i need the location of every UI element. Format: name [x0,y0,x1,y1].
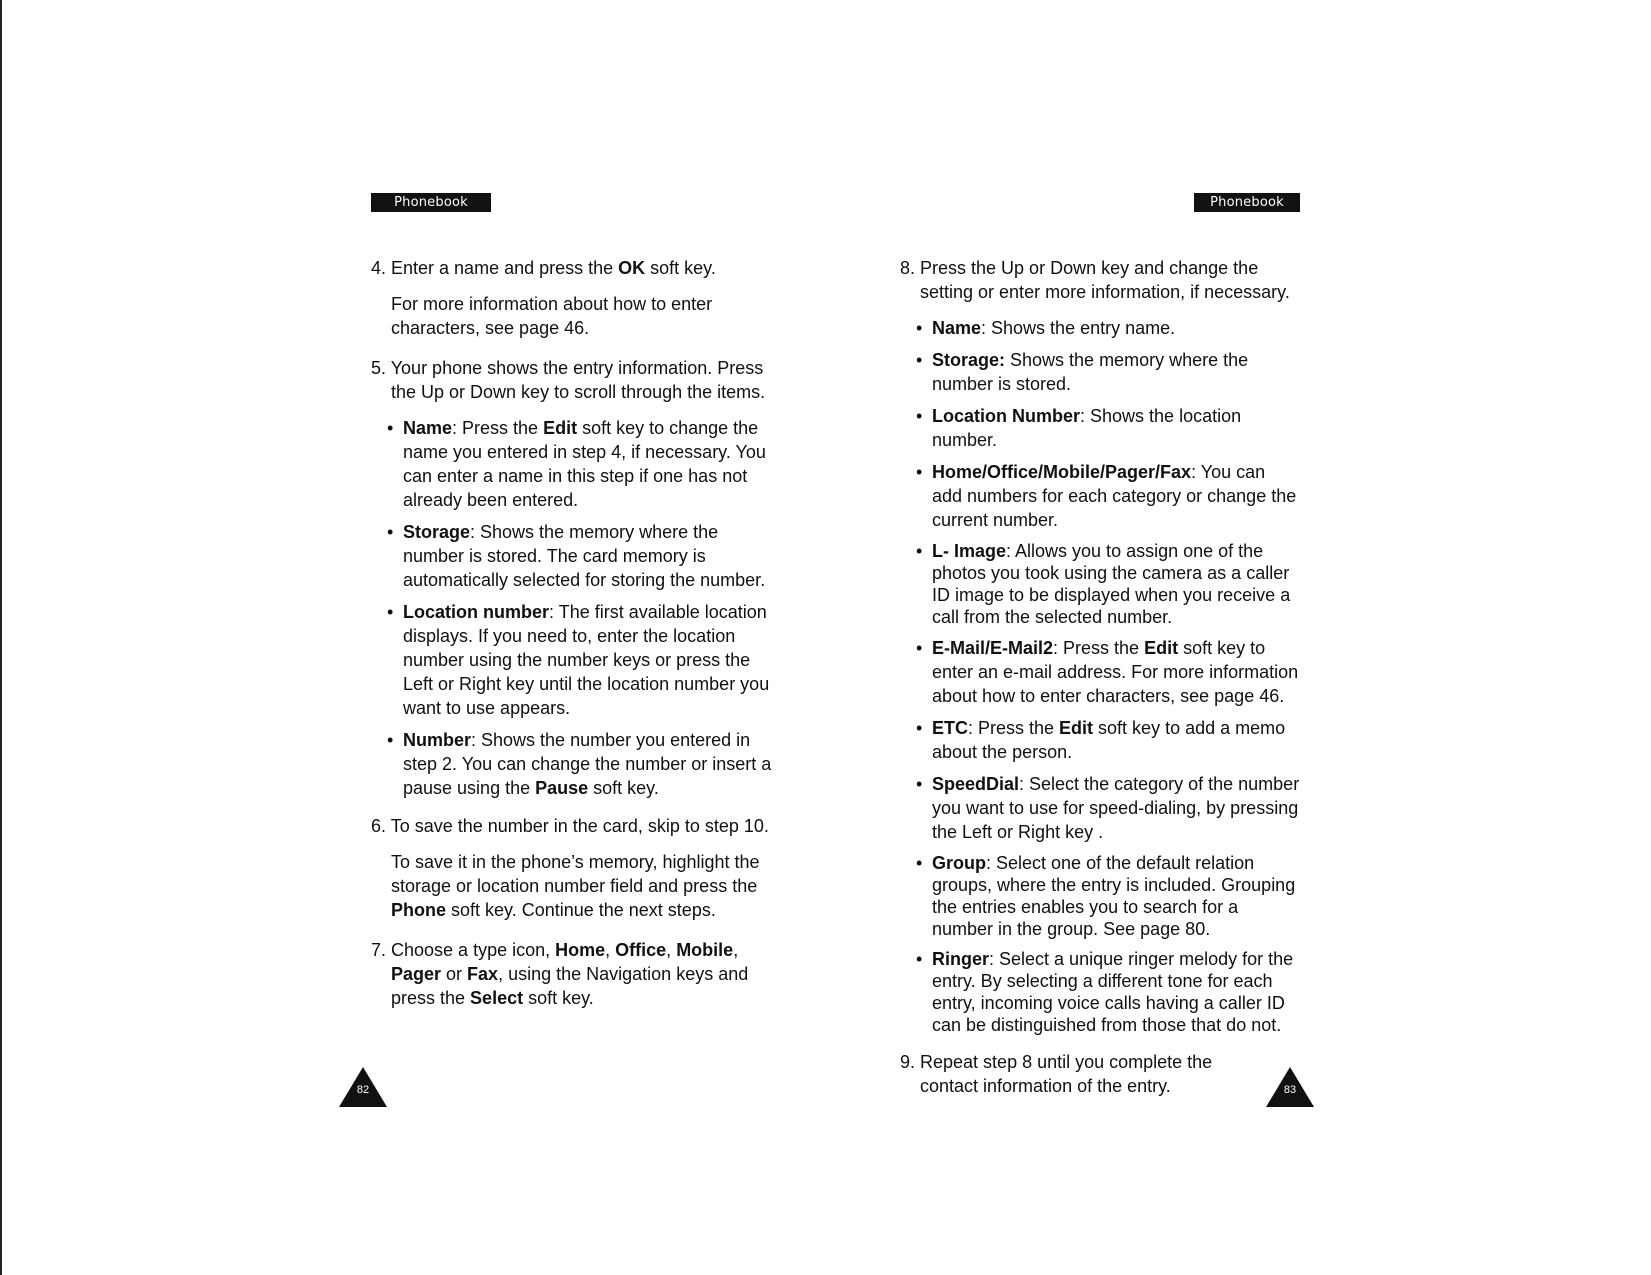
bullet-dot: • [916,718,923,738]
step-7: 7. Choose a type icon, Home, Office, Mobile, Pager or Fax, using the Navigation keys and press the Select soft key. [371,940,749,1008]
step-9: 9. Repeat step 8 until you complete the contact information of the entry. [900,1052,1213,1096]
bullet-location-number: • Location number: The first available location displays. If you need to, enter the location number using the number keys or press the Left or Right key until the location number you want to use appears. [387,602,770,718]
bullet-email: • E-Mail/E-Mail2: Press the Edit soft key to enter an e-mail address. For more information about how to enter characters, see page 46. [916,638,1299,706]
bullet-storage: • Storage: Shows the memory where the number is stored. The card memory is automatically selected for storing the number. [387,522,766,590]
step-4: 4. Enter a name and press the OK soft key. [371,258,716,278]
step-6-note: To save it in the phone’s memory, highlight the storage or location number field and press the Phone soft key. Continue the next steps. [391,852,760,920]
page-edge-line [0,0,2,1275]
right-page-content [900,256,1300,1110]
bullet-group: • Group: Select one of the default relation groups, where the entry is included. Grouping the entries enables you to search for a number in the group. See page 80. [916,853,1296,939]
bullet-dot: • [387,522,394,542]
bullet-dot: • [916,774,923,794]
bullet-dot: • [387,602,394,622]
step-6: 6. To save the number in the card, skip to step 10. [371,816,769,836]
bullet-etc: • ETC: Press the Edit soft key to add a memo about the person. [916,718,1286,762]
bullet-dot: • [916,638,923,658]
header-tab: Phonebook [1194,193,1300,212]
page-number: 82 [356,1084,370,1096]
left-page-content [371,256,775,1022]
step-8: 8. Press the Up or Down key and change the setting or enter more information, if necessary. [900,258,1290,302]
header-tab: Phonebook [371,193,491,212]
bullet-dot: • [916,853,923,873]
bullet-l-image: • L- Image: Allows you to assign one of the photos you took using the camera as a caller ID image to be displayed when you receive a call from the selected number. [916,541,1291,627]
page-number-triangle [1266,1067,1314,1107]
step-4-note: For more information about how to enter characters, see page 46. [391,294,713,338]
bullet-dot: • [916,949,923,969]
bullet-number: • Number: Shows the number you entered in step 2. You can change the number or insert a pause using the Pause soft key. [387,730,772,798]
bullet-home-office: • Home/Office/Mobile/Pager/Fax: You can add numbers for each category or change the current number. [916,462,1297,530]
bullet-dot: • [916,406,923,426]
bullet-storage: • Storage: Shows the memory where the number is stored. [916,350,1249,394]
bullet-location-number: • Location Number: Shows the location number. [916,406,1242,450]
bullet-dot: • [916,541,923,561]
bullet-dot: • [387,418,394,438]
bullet-dot: • [916,462,923,482]
bullet-dot: • [916,318,923,338]
bullet-name: • Name: Shows the entry name. [916,318,1176,338]
bullet-dot: • [387,730,394,750]
bullet-speeddial: • SpeedDial: Select the category of the number you want to use for speed-dialing, by pressing the Left or Right key . [916,774,1300,842]
page-number: 83 [1283,1084,1297,1096]
bullet-name: • Name: Press the Edit soft key to change the name you entered in step 4, if necessary. You can enter a name in this step if one has not already been entered. [387,418,766,510]
bullet-dot: • [916,350,923,370]
page-number-triangle [339,1067,387,1107]
step-5: 5. Your phone shows the entry information. Press the Up or Down key to scroll through the items. [371,358,766,402]
bullet-ringer: • Ringer: Select a unique ringer melody for the entry. By selecting a different tone for each entry, incoming voice calls having a caller ID can be distinguished from those that do not. [916,949,1294,1035]
